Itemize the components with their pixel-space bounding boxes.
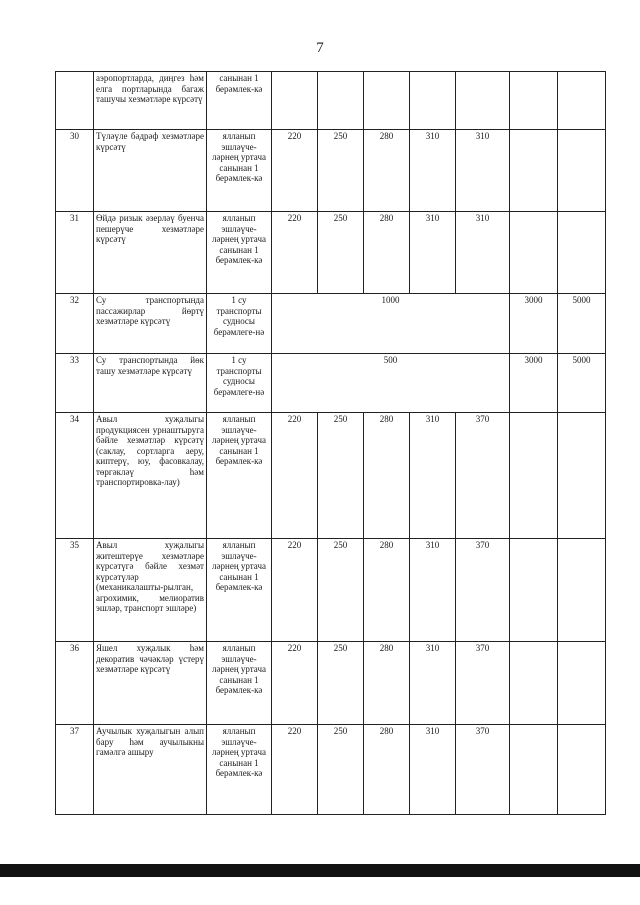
table-cell-num: 33 bbox=[56, 354, 94, 413]
table-cell-val: 310 bbox=[456, 130, 510, 212]
table-cell-val: 370 bbox=[456, 725, 510, 815]
table-row bbox=[56, 642, 606, 725]
table-cell-num: 34 bbox=[56, 413, 94, 539]
table-cell-val: 5000 bbox=[558, 294, 606, 354]
table-row bbox=[56, 413, 606, 539]
table-cell-unit: ялланып эшләүче-ләрнең уртача санынан 1 берәмлек-кә bbox=[207, 212, 272, 294]
table-cell-num: 36 bbox=[56, 642, 94, 725]
table-cell-desc: Су транспортында йөк ташу хезмәтләре күрсәтү bbox=[94, 354, 207, 413]
table-cell-val: 250 bbox=[318, 413, 364, 539]
table-cell-desc: Түләүле бәдрәф хезмәтләре күрсәтү bbox=[94, 130, 207, 212]
table-cell-unit: ялланып эшләүче-ләрнең уртача санынан 1 берәмлек-кә bbox=[207, 725, 272, 815]
table-cell-num: 30 bbox=[56, 130, 94, 212]
table-cell-val bbox=[558, 212, 606, 294]
table-row bbox=[56, 72, 606, 130]
table-cell-val: 500 bbox=[272, 354, 510, 413]
table-row bbox=[56, 130, 606, 212]
table-cell-val: 370 bbox=[456, 539, 510, 642]
tariff-table bbox=[55, 71, 606, 815]
table-cell-val: 310 bbox=[410, 725, 456, 815]
table-cell-val: 310 bbox=[410, 130, 456, 212]
table-cell-unit: ялланып эшләүче-ләрнең уртача санынан 1 берәмлек-кә bbox=[207, 642, 272, 725]
table-cell-val: 220 bbox=[272, 212, 318, 294]
table-cell-unit: ялланып эшләүче-ләрнең уртача санынан 1 берәмлек-кә bbox=[207, 413, 272, 539]
table-row bbox=[56, 725, 606, 815]
table-cell-unit: 1 су транспорты судносы берәмлеге-нә bbox=[207, 294, 272, 354]
table-cell-val: 280 bbox=[364, 642, 410, 725]
table-cell-val: 280 bbox=[364, 725, 410, 815]
table-cell-val: 250 bbox=[318, 130, 364, 212]
table-cell-val: 310 bbox=[410, 413, 456, 539]
table-cell-val: 1000 bbox=[272, 294, 510, 354]
table-cell-desc: Аучылык хуҗалыгын алып бару һәм аучылыкны гамәлгә ашыру bbox=[94, 725, 207, 815]
table-cell-val bbox=[558, 725, 606, 815]
table-cell-val bbox=[510, 725, 558, 815]
table-cell-val bbox=[558, 539, 606, 642]
table-cell-val: 220 bbox=[272, 725, 318, 815]
table-cell-desc: Авыл хуҗалыгы житештерүе хезмәтләре күрсәтүгә бәйле хезмәт күрсәтүләр (механикалашты-рылган, агрохимик, мелиоратив эшләр, транспорт эшләре) bbox=[94, 539, 207, 642]
table-cell-val: 3000 bbox=[510, 354, 558, 413]
table-cell-val: 250 bbox=[318, 642, 364, 725]
table-cell-val: 220 bbox=[272, 539, 318, 642]
table-cell-val bbox=[272, 72, 318, 130]
table-cell-val bbox=[510, 642, 558, 725]
table-cell-unit: 1 су транспорты судносы берәмлеге-нә bbox=[207, 354, 272, 413]
table-cell-desc: Өйдә ризык әзерләү буенча пешерүче хезмәтләре күрсәтү bbox=[94, 212, 207, 294]
table-cell-val: 310 bbox=[410, 212, 456, 294]
table-cell-desc: Яшел хуҗалык һәм декоратив чәчәкләр үстерү хезмәтләре күрсәтү bbox=[94, 642, 207, 725]
table-row bbox=[56, 354, 606, 413]
table-cell-val: 250 bbox=[318, 212, 364, 294]
table-row bbox=[56, 212, 606, 294]
table-cell-val bbox=[558, 642, 606, 725]
table-cell-val bbox=[558, 413, 606, 539]
table-cell-val bbox=[558, 72, 606, 130]
table-cell-val bbox=[364, 72, 410, 130]
table-cell-unit: санынан 1 берәмлек-кә bbox=[207, 72, 272, 130]
table-cell-val bbox=[456, 72, 510, 130]
table-cell-val bbox=[410, 72, 456, 130]
table-cell-num: 31 bbox=[56, 212, 94, 294]
scan-edge-bar bbox=[0, 864, 640, 877]
table-cell-val: 310 bbox=[410, 539, 456, 642]
table-cell-val: 280 bbox=[364, 130, 410, 212]
table-cell-val: 370 bbox=[456, 413, 510, 539]
table-cell-val: 280 bbox=[364, 413, 410, 539]
table-row bbox=[56, 294, 606, 354]
table-cell-val: 3000 bbox=[510, 294, 558, 354]
table-cell-val bbox=[510, 413, 558, 539]
table-cell-val: 280 bbox=[364, 212, 410, 294]
table-cell-val: 220 bbox=[272, 130, 318, 212]
table-cell-num: 32 bbox=[56, 294, 94, 354]
page-number: 7 bbox=[316, 40, 324, 56]
table-cell-val: 370 bbox=[456, 642, 510, 725]
table-cell-num: 37 bbox=[56, 725, 94, 815]
table-cell-val: 310 bbox=[410, 642, 456, 725]
table-cell-val: 250 bbox=[318, 725, 364, 815]
table-cell-val bbox=[510, 539, 558, 642]
table-cell-val bbox=[318, 72, 364, 130]
table-cell-num: 35 bbox=[56, 539, 94, 642]
table-cell-val bbox=[558, 130, 606, 212]
table-row bbox=[56, 539, 606, 642]
table-cell-desc: Авыл хуҗалыгы продукциясен урнаштыруга бәйле хезмәтләр күрсәтү (саклау, сортларга аеру, киптерү, юу, фасовкалау, төргәкләү һәм транспортировка-лау) bbox=[94, 413, 207, 539]
table-cell-unit: ялланып эшләүче-ләрнең уртача санынан 1 берәмлек-кә bbox=[207, 130, 272, 212]
table-cell-val: 220 bbox=[272, 413, 318, 539]
table-cell-num bbox=[56, 72, 94, 130]
table-cell-val bbox=[510, 212, 558, 294]
table-cell-val bbox=[510, 72, 558, 130]
table-cell-desc: аэропортларда, диңгез һәм елга портларында багаж ташучы хезмәтләре күрсәтү bbox=[94, 72, 207, 130]
table-cell-val: 310 bbox=[456, 212, 510, 294]
table-cell-val: 220 bbox=[272, 642, 318, 725]
table-cell-val bbox=[510, 130, 558, 212]
table-cell-val: 5000 bbox=[558, 354, 606, 413]
table-cell-unit: ялланып эшләүче-ләрнең уртача санынан 1 берәмлек-кә bbox=[207, 539, 272, 642]
table-cell-val: 250 bbox=[318, 539, 364, 642]
table-cell-desc: Су транспортында пассажирлар йөртү хезмәтләре күрсәтү bbox=[94, 294, 207, 354]
table-cell-val: 280 bbox=[364, 539, 410, 642]
